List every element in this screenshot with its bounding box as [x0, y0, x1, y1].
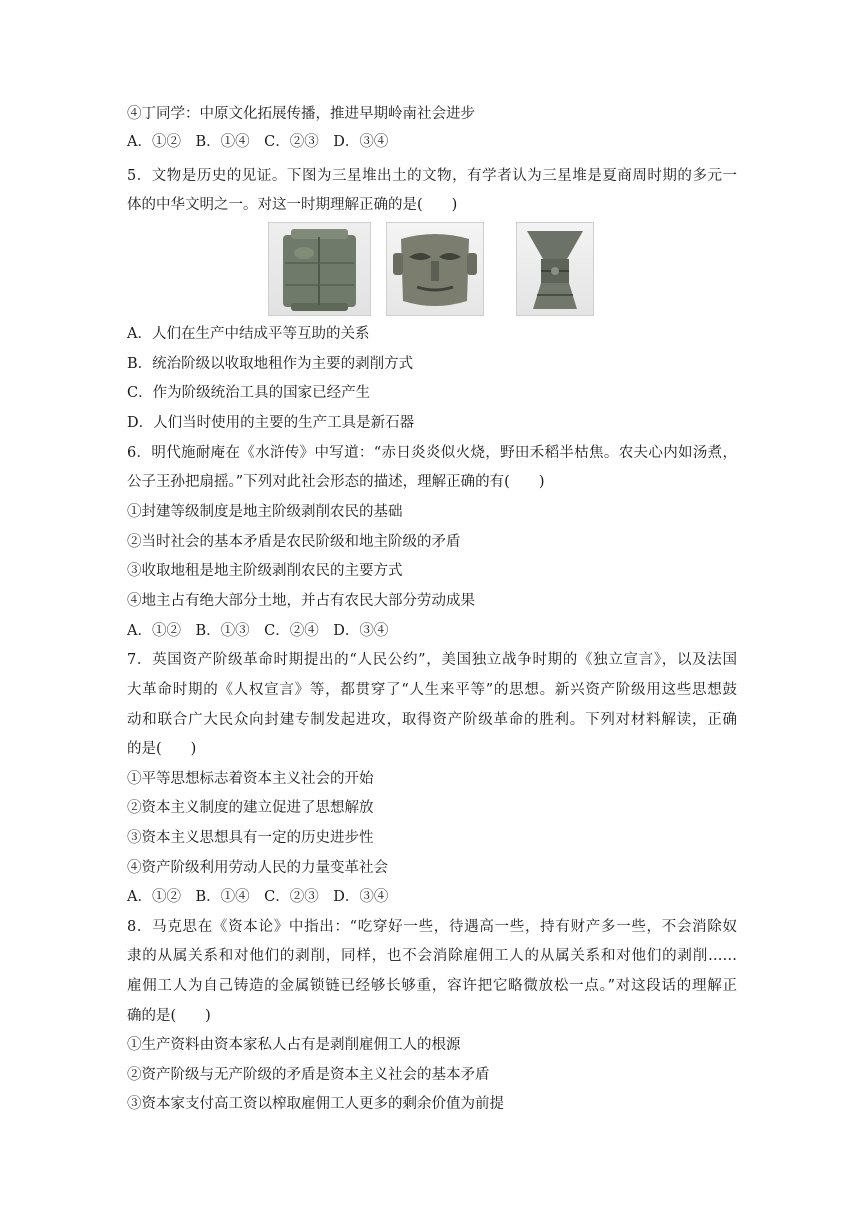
question-8: 8．马克思在《资本论》中指出：“吃穿好一些，待遇高一些，持有财产多一些，不会消除奴	[127, 919, 737, 935]
statement-4: ④资产阶级利用劳动人民的力量变革社会	[127, 860, 388, 876]
statement-3: ③资本主义思想具有一定的历史进步性	[127, 830, 374, 846]
statement-2: ②资产阶级与无产阶级的矛盾是资本主义社会的基本矛盾	[127, 1067, 490, 1083]
jade-cong-photo	[268, 222, 371, 316]
answer-options: A．①② B．①③ C．②④ D．③④	[127, 623, 389, 639]
text-line: 大革命时期的《人权宣言》等，都贯穿了“人生来平等”的思想。新兴资产阶级用这些思想鼓	[127, 682, 737, 698]
statement-1: ①生产资料由资本家私人占有是剥削雇佣工人的根源	[127, 1037, 461, 1053]
text-line: 的是( )	[127, 741, 197, 757]
question-7: 7．英国资产阶级革命时期提出的“人民公约”，美国独立战争时期的《独立宣言》，以及法国	[127, 652, 737, 668]
text-line: ④丁同学：中原文化拓展传播，推进早期岭南社会进步	[127, 106, 475, 122]
statement-4: ④地主占有绝大部分土地，并占有农民大部分劳动成果	[127, 593, 475, 609]
question-6: 6．明代施耐庵在《水浒传》中写道：“赤日炎炎似火烧，野田禾稻半枯焦。农夫心内如汤煮，	[127, 445, 737, 461]
statement-2: ②资本主义制度的建立促进了思想解放	[127, 800, 374, 816]
artifact-photos	[268, 222, 594, 316]
statement-1: ①封建等级制度是地主阶级剥削农民的基础	[127, 504, 403, 520]
question-5: 5．文物是历史的见证。下图为三星堆出土的文物，有学者认为三星堆是夏商周时期的多元一	[127, 168, 737, 184]
bronze-zun-vessel-photo	[516, 222, 594, 316]
statement-3: ③收取地租是地主阶级剥削农民的主要方式	[127, 563, 403, 579]
option-a: A．人们在生产中结成平等互助的关系	[127, 326, 370, 342]
text-line: 雇佣工人为自己铸造的金属锁链已经够长够重，容许把它略微放松一点。”对这段话的理解正	[127, 978, 737, 994]
text-line: 公子王孙把扇摇。”下列对此社会形态的描述，理解正确的有( )	[127, 474, 545, 490]
text-line: 动和联合广大民众向封建专制发起进攻，取得资产阶级革命的胜利。下列对材料解读，正确	[127, 712, 737, 728]
statement-3: ③资本家支付高工资以榨取雇佣工人更多的剩余价值为前提	[127, 1096, 504, 1112]
text-line: 体的中华文明之一。对这一时期理解正确的是( )	[127, 197, 458, 213]
answer-options: A．①② B．①④ C．②③ D．③④	[127, 889, 389, 905]
statement-2: ②当时社会的基本矛盾是农民阶级和地主阶级的矛盾	[127, 534, 461, 550]
text-line: 隶的从属关系和对他们的剥削，同样，也不会消除雇佣工人的从属关系和对他们的剥削……	[127, 948, 737, 964]
option-d: D．人们当时使用的主要的生产工具是新石器	[127, 415, 415, 431]
option-c: C．作为阶级统治工具的国家已经产生	[127, 385, 371, 401]
option-b: B．统治阶级以收取地租作为主要的剥削方式	[127, 356, 414, 372]
bronze-mask-photo	[386, 222, 484, 316]
answer-options: A．①② B．①④ C．②③ D．③④	[127, 134, 389, 150]
text-line: 确的是( )	[127, 1008, 211, 1024]
statement-1: ①平等思想标志着资本主义社会的开始	[127, 771, 374, 787]
